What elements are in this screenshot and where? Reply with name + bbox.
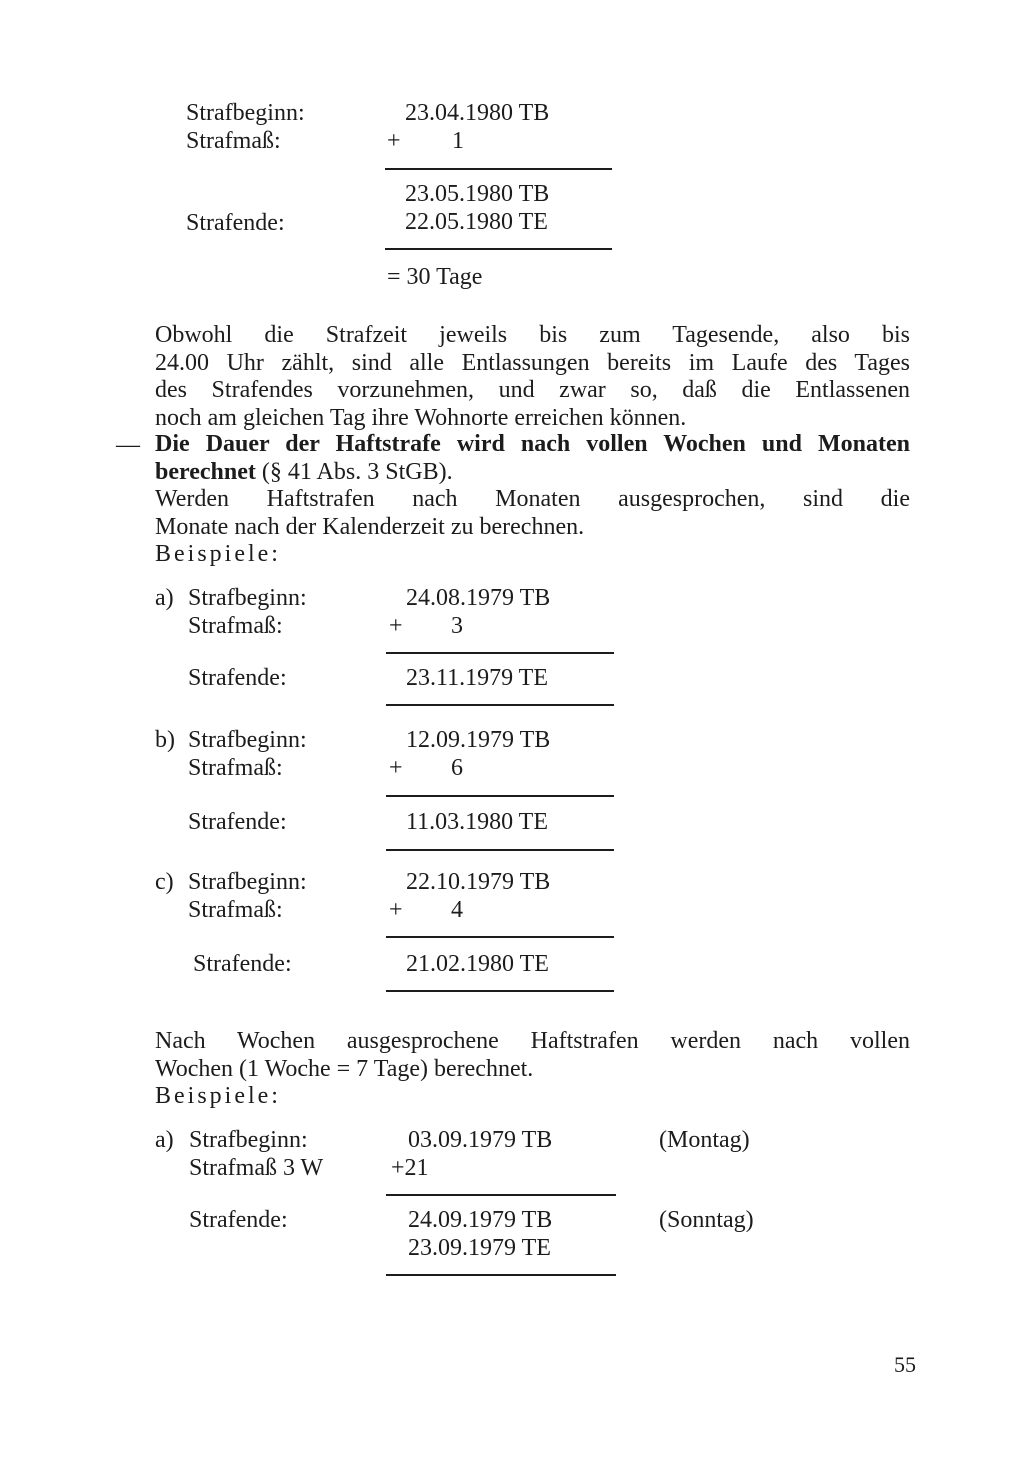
- example-end-label: Strafende:: [188, 809, 287, 835]
- example-rule: [386, 849, 614, 851]
- calc1-rule-1: [385, 168, 612, 170]
- paragraph-line: noch am gleichen Tag ihre Wohnorte erreichen können.: [155, 404, 687, 431]
- examples-label: Beispiele:: [155, 541, 281, 567]
- example-begin-value: 12.09.1979 TB: [406, 727, 551, 753]
- calc1-begin-label: Strafbeginn:: [186, 100, 305, 126]
- example-mass-op: +: [389, 755, 403, 781]
- example-mass-label: Strafmaß 3 W: [189, 1155, 324, 1181]
- example-letter: c): [155, 869, 174, 895]
- paragraph-line: des Strafendes vorzunehmen, und zwar so, daß die Entlassenen: [155, 377, 910, 403]
- weekday-begin: (Montag): [659, 1127, 750, 1153]
- example-begin-label: Strafbeginn:: [188, 585, 307, 611]
- example-begin-label: Strafbeginn:: [189, 1127, 308, 1153]
- paragraph-line: Monate nach der Kalenderzeit zu berechnen.: [155, 513, 585, 540]
- bullet-dash: —: [116, 432, 140, 458]
- weekday-end: (Sonntag): [659, 1207, 754, 1233]
- example-letter: a): [155, 585, 174, 611]
- example-rule: [386, 1274, 616, 1276]
- paragraph-line: Nach Wochen ausgesprochene Haftstrafen werden nach vollen: [155, 1028, 910, 1054]
- example-begin-value: 22.10.1979 TB: [406, 869, 551, 895]
- paragraph-line: Obwohl die Strafzeit jeweils bis zum Tagesende, also bis: [155, 322, 910, 348]
- page-number: 55: [894, 1352, 916, 1377]
- example-rule: [386, 990, 614, 992]
- calc1-mass-label: Strafmaß:: [186, 128, 281, 154]
- example-mass-op: +: [389, 897, 403, 923]
- examples-label: Beispiele:: [155, 1083, 281, 1109]
- example-end-value: 21.02.1980 TE: [406, 951, 549, 977]
- example-end-value: 23.11.1979 TE: [406, 665, 548, 691]
- example-mass-label: Strafmaß:: [188, 755, 283, 781]
- calc1-end-label: Strafende:: [186, 210, 285, 236]
- calc1-mass-op: +: [387, 128, 401, 154]
- example-end-value-te: 23.09.1979 TE: [408, 1235, 551, 1261]
- paragraph-line: Wochen (1 Woche = 7 Tage) berechnet.: [155, 1055, 534, 1082]
- paragraph-weeks-rule: [155, 1028, 910, 1111]
- calc1-begin-value: 23.04.1980 TB: [405, 100, 550, 126]
- example-begin-label: Strafbeginn:: [188, 869, 307, 895]
- example-end-label: Strafende:: [193, 951, 292, 977]
- example-mass-value: 6: [451, 755, 463, 781]
- example-rule: [386, 795, 614, 797]
- example-begin-value: 03.09.1979 TB: [408, 1127, 553, 1153]
- example-rule: [386, 936, 614, 938]
- example-rule: [386, 704, 614, 706]
- example-end-value: 11.03.1980 TE: [406, 809, 548, 835]
- paragraph-line: 24.00 Uhr zählt, sind alle Entlassungen bereits im Laufe des Tages: [155, 349, 910, 376]
- calc1-end-value: 22.05.1980 TE: [405, 209, 548, 235]
- example-mass-op: +: [389, 613, 403, 639]
- example-mass-label: Strafmaß:: [188, 897, 283, 923]
- bold-heading-word: berechnet: [155, 458, 256, 485]
- example-rule: [386, 1194, 616, 1196]
- calc1-sum-value: 23.05.1980 TB: [405, 181, 550, 207]
- example-end-label: Strafende:: [188, 665, 287, 691]
- paragraph-release-timing: [155, 322, 910, 432]
- example-rule: [386, 652, 614, 654]
- example-begin-label: Strafbeginn:: [188, 727, 307, 753]
- calc1-rule-2: [385, 248, 612, 250]
- example-end-value-tb: 24.09.1979 TB: [408, 1207, 553, 1233]
- law-reference: (§ 41 Abs. 3 StGB).: [255, 458, 453, 485]
- example-begin-value: 24.08.1979 TB: [406, 585, 551, 611]
- bold-heading-line: Die Dauer der Haftstrafe wird nach vollen Wochen und Monaten: [155, 431, 910, 457]
- example-letter: a): [155, 1127, 174, 1153]
- example-letter: b): [155, 727, 175, 753]
- example-mass-value: 3: [451, 613, 463, 639]
- calc1-result: = 30 Tage: [387, 264, 483, 290]
- example-mass-label: Strafmaß:: [188, 613, 283, 639]
- paragraph-line: Werden Haftstrafen nach Monaten ausgesprochen, sind die: [155, 486, 910, 512]
- calc1-mass-value: 1: [452, 128, 464, 154]
- example-mass-value: +21: [391, 1155, 429, 1181]
- example-end-label: Strafende:: [189, 1207, 288, 1233]
- example-mass-value: 4: [451, 897, 463, 923]
- paragraph-duration-rule: [155, 431, 910, 569]
